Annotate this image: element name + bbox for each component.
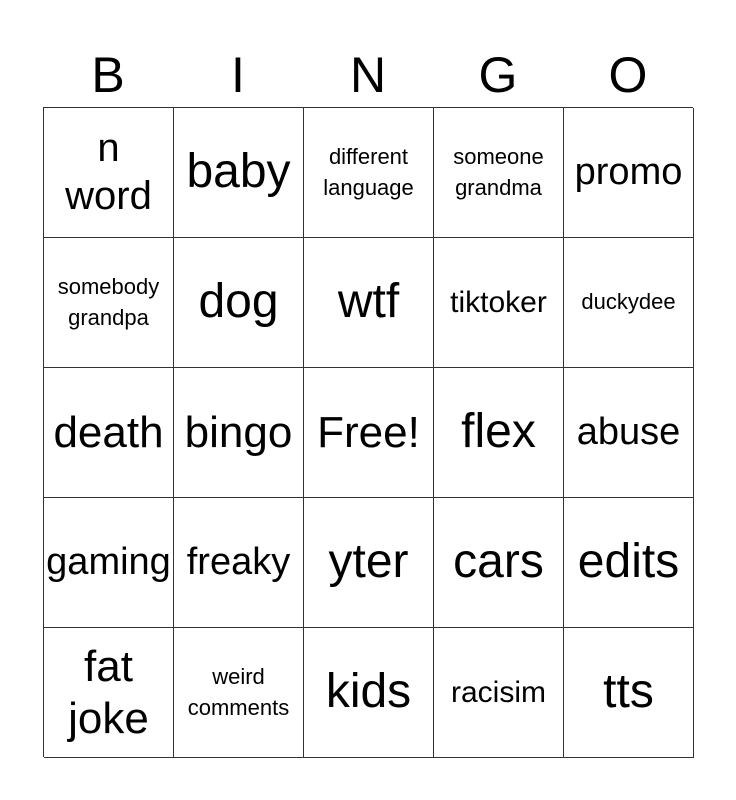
cell-label: racisim	[451, 675, 546, 709]
cell-label: freaky	[186, 541, 291, 584]
bingo-cell-free[interactable]	[304, 368, 434, 498]
bingo-cell-r3-c3[interactable]	[434, 498, 564, 628]
bingo-cell-r0-c0[interactable]	[44, 108, 174, 238]
bingo-cell-r0-c2[interactable]	[304, 108, 434, 238]
cell-label: kids	[325, 665, 412, 719]
cell-label: yter	[328, 535, 409, 589]
header-letter-g: G	[478, 47, 518, 103]
cell-label: bingo	[184, 407, 293, 457]
bingo-cell-r0-c3[interactable]	[434, 108, 564, 238]
cell-label: abuse	[576, 411, 681, 454]
cell-label: dog	[198, 275, 279, 329]
cell-label: different language	[323, 143, 414, 200]
cell-label: promo	[574, 151, 683, 194]
cell-label: death	[53, 407, 164, 457]
bingo-cell-r4-c0[interactable]	[44, 628, 174, 758]
bingo-header	[43, 44, 693, 106]
bingo-cell-r4-c3[interactable]	[434, 628, 564, 758]
bingo-cell-r4-c1[interactable]	[174, 628, 304, 758]
cell-label: somebody grandpa	[57, 273, 160, 330]
header-letter-n: N	[349, 47, 387, 103]
bingo-cell-r4-c4[interactable]	[564, 628, 694, 758]
cell-label: flex	[461, 405, 536, 459]
bingo-cell-r0-c4[interactable]	[564, 108, 694, 238]
cell-label: wtf	[337, 275, 400, 329]
cell-label: edits	[577, 535, 680, 589]
cell-label: duckydee	[581, 289, 676, 315]
bingo-cell-r1-c0[interactable]	[44, 238, 174, 368]
cell-label: gaming	[46, 541, 171, 584]
bingo-cell-r3-c1[interactable]	[174, 498, 304, 628]
bingo-cell-r3-c0[interactable]	[44, 498, 174, 628]
bingo-cell-r4-c2[interactable]	[304, 628, 434, 758]
header-letter-o: O	[608, 47, 648, 103]
bingo-cell-r1-c1[interactable]	[174, 238, 304, 368]
cell-label: fat joke	[68, 641, 149, 743]
bingo-cell-r3-c4[interactable]	[564, 498, 694, 628]
cell-label: n word	[65, 126, 152, 218]
cell-label: cars	[453, 535, 544, 589]
bingo-cell-r1-c3[interactable]	[434, 238, 564, 368]
header-letter-b: B	[91, 47, 125, 103]
cell-label: baby	[186, 145, 291, 199]
bingo-cell-r2-c0[interactable]	[44, 368, 174, 498]
cell-label: weird comments	[187, 663, 290, 720]
bingo-cell-r3-c2[interactable]	[304, 498, 434, 628]
header-letter-i: I	[231, 47, 245, 103]
cell-label: tts	[603, 665, 654, 719]
bingo-cell-r1-c4[interactable]	[564, 238, 694, 368]
cell-label: someone grandma	[453, 143, 544, 200]
bingo-cell-r2-c3[interactable]	[434, 368, 564, 498]
bingo-cell-r0-c1[interactable]	[174, 108, 304, 238]
bingo-cell-r1-c2[interactable]	[304, 238, 434, 368]
bingo-cell-r2-c1[interactable]	[174, 368, 304, 498]
free-space-label: Free!	[317, 407, 420, 457]
cell-label: tiktoker	[450, 285, 547, 319]
bingo-board	[43, 107, 693, 757]
bingo-cell-r2-c4[interactable]	[564, 368, 694, 498]
